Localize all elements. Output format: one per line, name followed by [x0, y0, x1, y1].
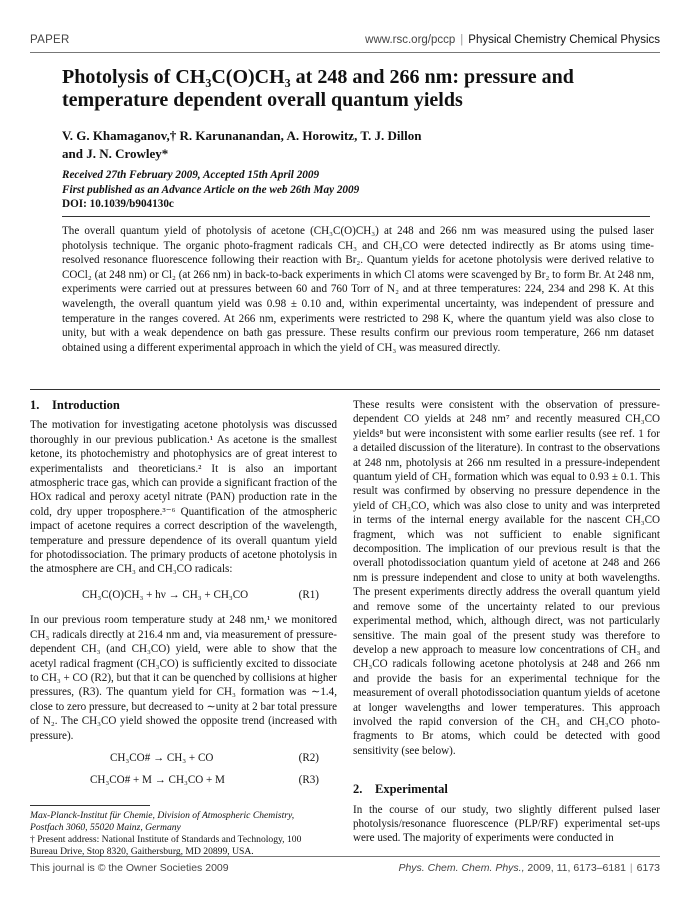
- page-footer: [30, 856, 660, 874]
- equation-r1: [30, 588, 337, 602]
- footer-separator: |: [629, 862, 633, 874]
- footer-rule: [30, 856, 660, 857]
- equation-r3: [30, 773, 337, 787]
- paper-title: Photolysis of CH₃C(O)CH₃ at 248 and 266 nm: pressure and temperature dependent overall quantum yields: [62, 66, 574, 111]
- body-rule: [30, 389, 660, 390]
- right-column: [353, 398, 660, 846]
- author-list: [62, 127, 622, 163]
- citation-details: 2009, 11, 6173–6181: [527, 862, 626, 874]
- equation-label: (R2): [298, 751, 319, 764]
- section-heading-introduction: [30, 398, 337, 412]
- intro-paragraph-3: These results were consistent with the observation of pressure-dependent CO yields at 248 nm⁷ and recently measured CH₃CO yields⁸ but were inconsistent with some earlier results (see ref. 1 for a detailed discussion of the literature). In contrast to the observations at 248 nm, photolysis at 266 nm resulted in a pressure-independent quantum yield of CH₃ formation which was equal to 0.93 ± 0.1. This result was confirmed by observing no pressure dependence in the yield of CH₃CO, which was also close to unity and was interpreted in terms of the internal energy available for the nascent CH₃CO fragment, which was not sufficient to enable significant decomposition. The implication of our previous result is that the overall photodissociation quantum yield of acetone at 248 and 266 nm is pressure independent and close to unity at both wavelengths. The present experiments directly address the overall quantum yield and remove some of the uncertainty related to our previous experimental method, which, although direct, was not particularly sensitive. The main goal of the present study was therefore to develop a new approach to measure low concentrations of CH₃ and CH₃CO radicals following acetone photolysis at 248 and 266 nm and provide the basis for an experimental technique for the measurement of overall photodissociation quantum yields of acetone at longer wavelengths and lower temperatures. This approach involved the rapid conversion of the CH₃ and CH₃CO photo-fragments to Br atoms, which could be detected with good sensitivity (see below).: [353, 399, 660, 757]
- first-published-date: First published as an Advance Article on the web 26th May 2009: [62, 183, 360, 196]
- header-rule: [30, 52, 660, 53]
- equation-body: CH₃CO# → CH₃ + CO: [110, 751, 214, 764]
- intro-paragraph-1: The motivation for investigating acetone photolysis was discussed thoroughly in our previous publication.¹ As acetone is the smallest ketone, its photochemistry and photophysics are of great interest to experimentalists and theoreticians.² It is also an important atmospheric trace gas, which can provide a significant fraction of the HOx radical and peroxy acetyl nitrate (PAN) production rate in the cold, dry upper troposphere.³⁻⁶ Quantification of the atmospheric impact of acetone requires a correct description of the wavelength, temperature and pressure dependence of its overall quantum yield for photodissociation. The primary products of acetone photolysis in the atmosphere are CH₃ and CH₃CO radicals:: [30, 419, 337, 576]
- abstract-rule: [62, 216, 650, 217]
- present-address-footnote: † Present address: National Institute of Standards and Technology, 100 Bureau Drive, Stop 8320, Gaithersburg, MD 20899, USA.: [30, 834, 302, 857]
- author-line-2: and J. N. Crowley*: [62, 146, 169, 161]
- equation-label: (R1): [298, 588, 319, 601]
- doi-link[interactable]: DOI: 10.1039/b904130c: [62, 198, 174, 210]
- article-type-label: PAPER: [30, 34, 70, 46]
- experimental-paragraph-1: In the course of our study, two slightly different pulsed laser photolysis/resonance fluorescence (PLP/RF) experimental set-ups were used. The majority of experiments were conducted in: [353, 803, 660, 845]
- left-column: [30, 398, 337, 799]
- publication-dates: [62, 168, 622, 212]
- copyright-notice: This journal is © the Owner Societies 2009: [30, 862, 229, 874]
- section-heading-experimental: [353, 782, 660, 796]
- equation-label: (R3): [298, 774, 319, 787]
- page-header: [30, 28, 660, 54]
- journal-url-link[interactable]: www.rsc.org/pccp: [365, 34, 456, 46]
- section-number: 2.: [353, 782, 363, 797]
- footnotes: [30, 810, 330, 858]
- equation-r2: [30, 751, 337, 765]
- journal-header: [365, 34, 660, 46]
- intro-paragraph-2: In our previous room temperature study at 248 nm,¹ we monitored CH₃ radicals directly at 216.4 nm and, via measurement of pressure-dependent CH₃ (and CH₃CO) yield, were able to show that the acetyl radical fragment (CH₃CO) is sufficiently excited to dissociate to CH₃ + CO (R2), but that it can be quenched by collisions at higher pressures, (R3). The quantum yield for CH₃ formation was ∼1.4, close to zero pressure, but decreased to ∼unity at 2 bar total pressure of N₂. The CH₃CO yield showed the opposite trend (increased with pressure).: [30, 614, 337, 742]
- equation-body: CH₃CO# + M → CH₃CO + M: [90, 774, 225, 787]
- author-line-1: V. G. Khamaganov,† R. Karunanandan, A. Horowitz, T. J. Dillon: [62, 128, 422, 143]
- section-title: Experimental: [375, 782, 448, 797]
- header-separator: |: [460, 34, 464, 46]
- abstract-text: The overall quantum yield of photolysis of acetone (CH₃C(O)CH₃) at 248 and 266 nm was measured using the pulsed laser photolysis technique. The organic photo-fragment radicals CH₃ and CH₃CO were detected indirectly as Br atoms using time-resolved resonance fluorescence following their reaction with Br₂. Quantum yields for acetone photolysis were derived relative to COCl₂ (at 248 nm) or Cl₂ (at 266 nm) in back-to-back experiments in which Cl atoms were scavenged by Br₂ to form Br. At 248 nm, experiments were carried out at pressures between 60 and 760 Torr of N₂ and at three temperatures: 224, 234 and 298 K. At this wavelength, the overall quantum yield was 0.98 ± 0.10 and, within experimental uncertainty, was independent of pressure and temperature in the ranges covered. At 266 nm, experiments were restricted to 298 K, where the quantum yield was also close to unity, but with a weak dependence on bath gas pressure. These results confirm our previous room temperature, 266 nm dataset obtained using a different experimental approach in which the yield of CH₃ was measured directly.: [62, 225, 654, 354]
- citation-info: [398, 862, 660, 874]
- section-number: 1.: [30, 398, 40, 412]
- section-title: Introduction: [52, 398, 120, 412]
- journal-name: Physical Chemistry Chemical Physics: [468, 34, 660, 46]
- affiliation-footnote: Max-Planck-Institut für Chemie, Division of Atmospheric Chemistry, Postfach 3060, 55020 Mainz, Germany: [30, 810, 295, 833]
- footnote-rule: [30, 805, 150, 806]
- equation-body: CH₃C(O)CH₃ + hν → CH₃ + CH₃CO: [82, 588, 249, 601]
- journal-citation: Phys. Chem. Chem. Phys.,: [398, 862, 525, 874]
- page-number: 6173: [636, 862, 660, 874]
- received-date: Received 27th February 2009, Accepted 15th April 2009: [62, 169, 320, 181]
